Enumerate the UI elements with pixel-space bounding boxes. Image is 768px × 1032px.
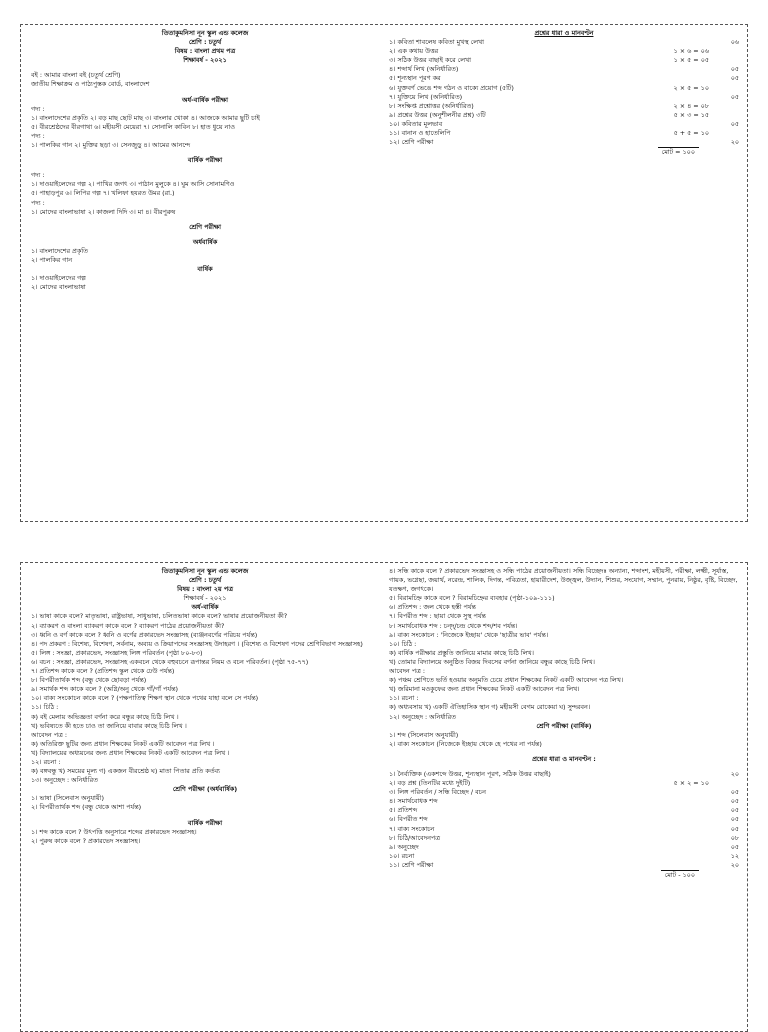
marks-row — [389, 74, 739, 83]
syllabus-line: ৭। বিপরীত শব্দ : ছায়া থেকে সুস্থ পর্যন্ত — [389, 612, 486, 621]
marks-row — [389, 788, 739, 797]
syllabus-sheet-second-paper — [20, 562, 748, 1032]
syllabus-line: ৫। বীরশ্রেষ্ঠদের বীরগাথা ৬। মহীয়সী মেয়েরা ৭। সোনালি কাবিন ৮। হাত ধুয়ে নাও — [31, 122, 235, 131]
syllabus-line: খ) তোমার বিদ্যালয়ে অনুষ্ঠিত বিজয় দিবসের বর্ণনা জানিয়ে বন্ধুর কাছে চিঠি লিখ। — [389, 657, 595, 666]
syllabus-line: ৬। প্রতিশব্দ : জল থেকে হস্তী পর্যন্ত — [389, 603, 476, 612]
syllabus-line: ১২। রচনা : — [31, 757, 61, 766]
syllabus-line: ক) অতিরিক্ত ছুটির জন্য প্রধান শিক্ষকের নিকট একটি আবেদন পত্র লিখ । — [31, 739, 215, 748]
syllabus-line: ১। পালকির গান ২। মুক্তির ছড়া ৩। সেনজুড়ু ৪। আমের আনন্দে — [31, 141, 191, 150]
syllabus-line: ক) অধ্যবসায় খ) একটি ঐতিহাসিক স্থান গ) মহীয়সী বেগম রোকেয়া ঘ) সুন্দরবন। — [389, 703, 591, 712]
marks-row — [389, 806, 739, 815]
marks-row — [389, 65, 739, 74]
marks-distribution-list-2 — [389, 770, 739, 870]
marks-item-label: ১০। রচনা — [389, 851, 415, 860]
marks-formula: ৫ + ৫ = ১০ — [673, 129, 709, 138]
marks-formula — [653, 138, 709, 147]
syllabus-line: ৮। সমার্থবোধক শব্দ : চন্দ্/চন্দ্র থেকে শব্দ/শব পর্যন্ত। — [389, 621, 518, 630]
marks-item-label: ১১। বানান ও হাতেলিপি — [389, 129, 451, 138]
marks-row — [389, 852, 739, 861]
syllabus-line: ৪। পদ প্রকরণ : বিশেষ্য, বিশেষণ, সর্বনাম, অব্যয় ও ক্রিয়াপদের সংজ্ঞাসহ উদাহরণ । (বিশেষ্য ও বিশেষণ পদের শ্রেণিবিভাগ সংজ্ঞাসহ) — [31, 639, 363, 648]
syllabus-line: গদ্য : — [31, 171, 45, 180]
marks-value: ০৫ — [730, 815, 739, 824]
second-paper-right-lines — [389, 567, 739, 770]
marks-formula — [653, 788, 709, 797]
section-heading: বিষয় : বাংলা প্রথম পত্র — [174, 47, 236, 56]
marks-value: ০৫ — [730, 74, 739, 83]
marks-item-label: ১১। শ্রেণি পরীক্ষা — [389, 860, 434, 869]
section-heading: বার্ষিক পরীক্ষা — [187, 818, 223, 827]
marks-value: ০৫ — [730, 92, 739, 101]
syllabus-line: ৫। পাহাড়পুর ৬। লিপির গল্প ৭। খলিফা হযরত উমর (রা.) — [31, 189, 175, 198]
marks-item-label: ১। নৈর্ব্যক্তিক (একশব্দে উত্তর, শূন্যস্থান পূরণ, সঠিক উত্তর বাছাই) — [389, 769, 551, 778]
syllabus-line: আবেদন পত্র : — [389, 667, 426, 676]
marks-value: ২০ — [730, 769, 739, 778]
marks-value: ০৫ — [730, 797, 739, 806]
syllabus-line: ৩। ধ্বনি ও বর্ণ কাকে বলে ? ধ্বনি ও বর্ণের প্রকারভেদ সংজ্ঞাসহ (ব্যঞ্জনবর্ণের পরিচয় পর্যন্ত) — [31, 630, 258, 639]
syllabus-line: ১। বাংলাদেশের প্রকৃতি ২। বড় মাছ ছোট মাছ ৩। বাংলার খোকা ৪। আজকে আমার ছুটি চাই — [31, 113, 260, 122]
marks-value: ২০ — [730, 860, 739, 869]
marks-row — [389, 102, 739, 111]
marks-item-label: ১২। শ্রেণি পরীক্ষা — [389, 138, 434, 147]
section-heading: অর্ধ-বার্ষিক পরীক্ষা — [182, 95, 228, 104]
marks-formula — [653, 843, 709, 852]
syllabus-line: ৫। বিরামচিহ্ন কাকে বলে ? বিরামচিহ্নের ব্যবহার (পৃষ্ঠা-১০৯-১১১) — [389, 594, 555, 603]
marks-formula — [653, 834, 709, 843]
syllabus-line: খ) ভবিষ্যতে কী হতে চাও তা জানিয়ে বাবার কাছে চিঠি লিখ । — [31, 721, 187, 730]
syllabus-line: বই : আমার বাংলা বই (চতুর্থ শ্রেণি) — [31, 71, 121, 80]
marks-row — [389, 38, 739, 47]
second-paper-syllabus-column-left — [31, 567, 379, 846]
syllabus-line: ৫। লিঙ্গ : সংজ্ঞা, প্রকারভেদ, সংজ্ঞাসহ লিঙ্গ পরিবর্তন (পৃষ্ঠা ৮০-৮৩) — [31, 648, 203, 657]
marks-formula — [653, 797, 709, 806]
first-paper-marks-column — [389, 29, 739, 157]
marks-item-label: ১০। কবিতার মূলভাব — [389, 119, 443, 128]
section-heading: বার্ষিক পরীক্ষা — [187, 156, 223, 165]
marks-value: ১২ — [730, 851, 739, 860]
marks-formula: ৫ × ২ = ১০ — [673, 779, 709, 788]
syllabus-line: ৯। বাক্য সংকোচন : 'নিজেকে ইচ্ছায়' থেকে 'ছাত্রীর ভাব' পর্যন্ত। — [389, 630, 549, 639]
syllabus-line: ২। বিপরীতার্থক শব্দ (বন্ধু থেকে আশা পর্যন্ত) — [31, 803, 142, 812]
syllabus-line: আবেদন পত্র : — [31, 730, 68, 739]
marks-item-label: ৩। লিঙ্গ পরিবর্তন / সন্ধি বিচ্ছেদ / বচন — [389, 788, 486, 797]
marks-item-label: ৭। বাক্য সংকোচন — [389, 824, 435, 833]
marks-row — [389, 861, 739, 870]
marks-row — [389, 129, 739, 138]
marks-item-label: ৫। প্রতিশব্দ — [389, 806, 418, 815]
marks-item-label: ৪। সমার্থবোধক শব্দ — [389, 797, 438, 806]
marks-value: ০৫ — [730, 119, 739, 128]
marks-value: ০৮ — [730, 833, 739, 842]
marks-item-label: ৮। সংক্ষিপ্ত প্রশ্নোত্তর (অনির্ধারিত) — [389, 101, 474, 110]
second-paper-syllabus-column-right — [389, 567, 739, 880]
syllabus-line: জাতীয় শিক্ষাক্রম ও পাঠ্যপুস্তক বোর্ড, বাংলাদেশ — [31, 80, 150, 89]
marks-value — [709, 129, 739, 138]
syllabus-line: ২। ব্যাকরণ ও বাংলা ব্যাকরণ কাকে বলে ? ব্যাকরণ পাঠের প্রয়োজনীয়তা কী? — [31, 621, 225, 630]
section-heading: তিতাকুমনিসা নূন স্কুল এন্ড কলেজ — [161, 567, 249, 575]
marks-row — [389, 111, 739, 120]
syllabus-line: ১১। রচনা : — [389, 694, 419, 703]
marks-item-label: ৯। অনুচ্ছেদ — [389, 842, 419, 851]
syllabus-line: ১। দাওয়াইলেদের গল্প ২। পাখির জগৎ ৩। পাঠান মুলুকে ৪। ঘুম আসি সোনামণিও — [31, 180, 235, 189]
marks-value — [709, 47, 739, 56]
marks-item-label: ৪। শব্দার্থ লিখ (অনির্ধারিত) — [389, 65, 459, 74]
marks-row — [389, 84, 739, 93]
syllabus-line: ৬। বচন : সংজ্ঞা, প্রকারভেদ, সংজ্ঞাসহ একবচন থেকে বহুবচনে রূপান্তর নিয়ম ও বচন পরিবর্তন। (পৃষ্ঠা ৭৫-৭৭) — [31, 657, 309, 666]
marks-formula: ২ × ৪ = ০৮ — [673, 101, 709, 110]
syllabus-line: খ) বিদ্যালয়ের অধ্যয়নের জন্য প্রধান শিক্ষকের নিকট একটি আবেদন পত্র লিখ । — [31, 748, 230, 757]
marks-value: ০৫ — [730, 65, 739, 74]
section-heading: শ্রেণি : চতুর্থ — [188, 38, 222, 47]
marks-value: ০৫ — [730, 842, 739, 851]
section-heading: অর্ধ-বার্ষিক — [191, 603, 219, 612]
syllabus-line: ক) পঞ্চম শ্রেণিতে ভর্তি হওয়ার অনুমতি চেয়ে প্রধান শিক্ষকের নিকট একটি আবেদন পত্র লিখ। — [389, 676, 624, 685]
marks-total: মোট = ১০০ — [389, 147, 699, 157]
syllabus-line: ১০। চিঠি : — [389, 639, 417, 648]
first-paper-syllabus-column — [31, 29, 379, 292]
marks-row — [389, 47, 739, 56]
marks-value — [709, 84, 739, 93]
marks-formula: ২ × ৫ = ১০ — [673, 83, 709, 92]
syllabus-line: ১। দাওয়াইলেদের গল্প — [31, 274, 86, 283]
marks-value — [709, 56, 739, 65]
marks-formula: ১ × ৬ = ০৬ — [673, 47, 709, 56]
marks-row — [389, 797, 739, 806]
marks-formula — [653, 770, 709, 779]
syllabus-line: ৭। প্রতিশব্দ কাকে বলে ? (প্রতিশব্দ স্কুল থেকে ঢেউ পর্যন্ত) — [31, 667, 175, 676]
section-heading: তিতাকুমনিসা নূন স্কুল এন্ড কলেজ — [161, 29, 249, 37]
syllabus-line: পদ্য : — [31, 131, 45, 140]
syllabus-line: ৪। সন্ধি কাকে বলে ? প্রকারভেদ সংজ্ঞাসহ ও সন্ধি পাঠের প্রয়োজনীয়তা। সন্ধি বিচ্ছেদঃ অন্যান্য, শব্দাংশ, মহীয়সী, পরীক্ষা, লক্ষ্মী, সূর্যাস্ত, গায়ক, ভগ্নেছা, জয়ার্থ, নরেন্দ্র, শালিক, দিগন্ত, পবিত্রতা, হায়ারীদেশ, উজ্জ্বল, উদ্যান, শিশুর, সংযোগ, সম্মান, পুনরায়, নিষ্ঠুর, বৃষ্টি, বিচ্ছেদ, যতক্ষণ, জগৎকে। — [389, 567, 738, 594]
syllabus-line: ক) বঙ্গবন্ধু খ) সময়ের মূল্য গ) একজন বীরশ্রেষ্ঠ ঘ) মাতা পিতার প্রতি কর্তব্য — [31, 767, 220, 776]
marks-formula: ৫ × ৩ = ১৫ — [673, 110, 709, 119]
syllabus-line: ২। পুরুষ কাকে বলে ? প্রকারভেদ সংজ্ঞাসহ। — [31, 836, 141, 845]
marks-item-label: ২। বড় প্রশ্ন (তিনটির মধ্যে দুইটি) — [389, 779, 471, 788]
marks-value: ০৫ — [730, 806, 739, 815]
syllabus-line: ক) বই মেলায় অভিজ্ঞতা বর্ণনা করে বন্ধুর কাছে চিঠি লিখ । — [31, 712, 179, 721]
syllabus-line: ক) বার্ষিক পরীক্ষার প্রস্তুতি জানিয়ে মামার কাছে চিঠি লিখ। — [389, 648, 534, 657]
marks-item-label: ৯। প্রশ্নের উত্তর (অনুশীলনীর প্রশ্ন) ৩টি — [389, 110, 486, 119]
section-heading: বিষয় : বাংলা ২য় পত্র — [177, 585, 233, 594]
section-heading: শ্রেণি : চতুর্থ — [188, 576, 222, 585]
marks-item-label: ৭। যুক্তিয়ে লিখ (অনির্ধারিত) — [389, 92, 463, 101]
marks-item-label: ৩। সঠিক উত্তর বাছাই করে লেখা — [389, 56, 472, 65]
marks-item-label: ৮। চিঠি/আবেদনপত্র — [389, 833, 440, 842]
marks-formula — [653, 38, 709, 47]
syllabus-line: ১। শব্দ (সিলেবাস অনুযায়ী) — [389, 730, 459, 739]
marks-row — [389, 93, 739, 102]
section-heading: শ্রেণি পরীক্ষা — [189, 222, 221, 231]
syllabus-line: ১১। চিঠি : — [31, 703, 59, 712]
syllabus-line: ১০। বাক্য সংকোচন কাকে বলে ? (পক্ষপাতিত্ব শিক্ষণ স্থান থেকে পথের যাহা বলে সে পর্যন্ত) — [31, 694, 259, 703]
marks-row — [389, 770, 739, 779]
marks-row — [389, 779, 739, 788]
marks-item-label: ৬। যুক্তবর্ণ ভেঙে শব্দ গঠন ও বাক্যে প্রয়োগ (৫টি) — [389, 83, 514, 92]
section-heading: প্রশ্নের ধারা ও মানবণ্টন : — [532, 754, 596, 763]
marks-formula — [653, 852, 709, 861]
section-heading: শ্রেণি পরীক্ষা (অর্ধবার্ষিক) — [172, 785, 238, 794]
marks-item-label: ৫। শূন্যস্থান পূরণ কর — [389, 74, 441, 83]
syllabus-line: শিক্ষাবর্ষ - ২০২১ — [183, 594, 227, 603]
syllabus-line: ১। শব্দ কাকে বলে ? উৎপত্তি অনুসারে শব্দের প্রকারভেদ সংজ্ঞাসহ। — [31, 827, 197, 836]
marks-formula — [653, 74, 709, 83]
marks-formula — [653, 861, 709, 870]
marks-value: ০৫ — [730, 788, 739, 797]
marks-formula — [653, 815, 709, 824]
marks-formula — [653, 120, 709, 129]
syllabus-line: ১। মোদের বাংলাভাষা ২। কাজলা দিদি ৩। মা ৪। বীরপুরুষ — [31, 207, 176, 216]
marks-distribution-title: প্রশ্নের ধারা ও মানবণ্টন — [534, 29, 594, 37]
syllabus-sheet-first-paper — [20, 24, 748, 522]
marks-value: ২০ — [730, 138, 739, 147]
section-heading: অর্ধবার্ষিক — [192, 237, 218, 246]
marks-formula: ১ × ৫ = ০৫ — [673, 56, 709, 65]
marks-row — [389, 834, 739, 843]
marks-row — [389, 815, 739, 824]
syllabus-line: পদ্য : — [31, 198, 45, 207]
syllabus-line: ২। বাক্য সংকোচন (নিজেকে ইচ্ছায় থেকে হে পথের না পর্যন্ত) — [389, 739, 542, 748]
syllabus-line: ৮। বিপরীতার্থক শব্দ (বন্ধু থেকে ছোবড়া পর্যন্ত) — [31, 676, 147, 685]
marks-item-label: ২। এক কথায় উত্তর — [389, 47, 439, 56]
section-heading: বার্ষিক — [197, 265, 213, 274]
marks-row — [389, 56, 739, 65]
syllabus-line: গদ্য : — [31, 104, 45, 113]
section-heading: শিক্ষাবর্ষ - ২০২১ — [183, 56, 227, 65]
marks-formula — [653, 65, 709, 74]
marks-row — [389, 843, 739, 852]
syllabus-line: ১২। অনুচ্ছেদ : অনির্ধারিত — [389, 712, 456, 721]
section-heading: শ্রেণি পরীক্ষা (বার্ষিক) — [536, 721, 592, 730]
syllabus-line: খ) জরিমানা মওকুফের জন্য প্রধান শিক্ষকের নিকট একটি আবেদন পত্র লিখ। — [389, 685, 580, 694]
marks-formula — [653, 825, 709, 834]
marks-distribution-list — [389, 38, 739, 147]
marks-formula — [653, 93, 709, 102]
marks-value — [709, 102, 739, 111]
marks-formula — [653, 806, 709, 815]
syllabus-line: ১৩। অনুচ্ছেদ : অনির্ধারিত — [31, 776, 98, 785]
marks-value: ০৬ — [730, 38, 739, 47]
marks-total-2: মোট - ১০০ — [389, 870, 699, 880]
marks-value: ০৫ — [730, 824, 739, 833]
syllabus-line: ১। ভাষা (সিলেবাস অনুযায়ী) — [31, 794, 104, 803]
syllabus-line: ২। মোদের বাংলাভাষা — [31, 283, 86, 292]
syllabus-line: ১। বাংলাদেশের প্রকৃতি — [31, 246, 88, 255]
marks-row — [389, 138, 739, 147]
marks-value — [709, 111, 739, 120]
marks-row — [389, 120, 739, 129]
marks-item-label: ১। কবিতা শাবলেষ কবিতা মুখস্থ লেখা — [389, 38, 485, 47]
syllabus-line: ২। পালকির গান — [31, 255, 73, 264]
syllabus-line: ৯। সমার্থক শব্দ কাকে বলে ? (অগ্নি/অনু থেকে গাঁ/গাঁ পর্যন্ত) — [31, 685, 178, 694]
marks-row — [389, 825, 739, 834]
syllabus-line: ১। ভাষা কাকে বলে? মাতৃভাষা, রাষ্ট্রভাষা, সাধুভাষা, চলিতভাষা কাকে বলে? ভাষার প্রয়োজনীয়তা কী? — [31, 612, 288, 621]
marks-item-label: ৬। বিপরীত শব্দ — [389, 815, 428, 824]
marks-value — [709, 779, 739, 788]
